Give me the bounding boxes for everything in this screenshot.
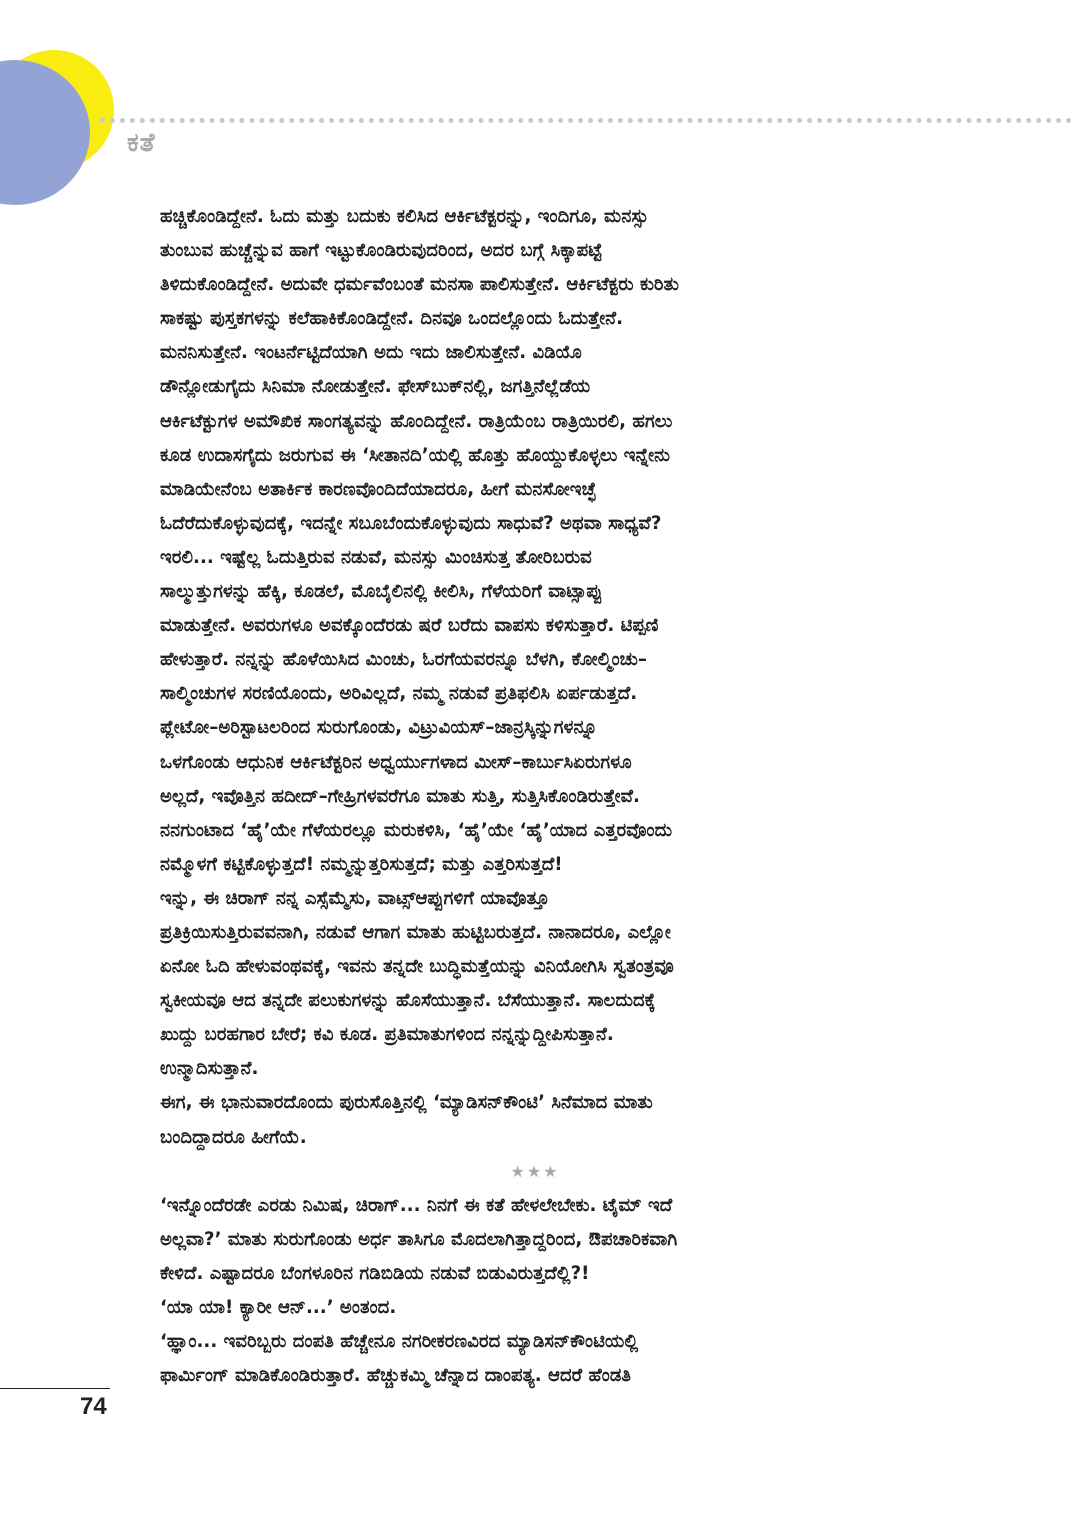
text-line: ಸಾಕಷ್ಟು ಪುಸ್ತಕಗಳನ್ನು ಕಲೆಹಾಕಿಕೊಂಡಿದ್ದೇನೆ. ದಿನವೂ ಒಂದಲ್ಲೊಂದು ಓದುತ್ತೇನೆ. xyxy=(160,308,624,330)
text-line: ಮಾಡಿಯೇನೆಂಬ ಅತಾರ್ಕಿಕ ಕಾರಣವೊಂದಿದೆಯಾದರೂ, ಹೀಗೆ ಮನಸೋಇಚ್ಛೆ xyxy=(160,478,597,500)
text-line: ಮನನಿಸುತ್ತೇನೆ. ಇಂಟರ್ನೆಟ್ಟಿದೆಯಾಗಿ ಅದು ಇದು ಜಾಲಿಸುತ್ತೇನೆ. ವಿಡಿಯೊ xyxy=(160,342,582,364)
text-line: ಹೇಳುತ್ತಾರೆ. ನನ್ನನ್ನು ಹೊಳೆಯಿಸಿದ ಮಿಂಚು, ಓರಗೆಯವರನ್ನೂ ಬೆಳಗಿ, ಕೋಲ್ಮಿಂಚು– xyxy=(160,649,647,671)
text-line: ‘ಯಾ ಯಾ! ಕ್ಯಾರೀ ಆನ್...’ ಅಂತಂದ. xyxy=(160,1297,397,1318)
text-line: ‘ಇನ್ನೊಂದೆರಡೇ ಎರಡು ನಿಮಿಷ, ಚಿರಾಗ್... ನಿನಗೆ ಈ ಕತೆ ಹೇಳಲೇಬೇಕು. ಟೈಮ್ ಇದೆ xyxy=(160,1194,673,1216)
text-line: ಉನ್ಮಾದಿಸುತ್ತಾನೆ. xyxy=(160,1058,259,1080)
text-line: ಓದೆರೆದುಕೊಳ್ಳುವುದಕ್ಕೆ, ಇದನ್ನೇ ಸಬೂಬೆಂದುಕೊಳ್ಳುವುದು ಸಾಧುವೆ? ಅಥವಾ ಸಾಧ್ಯವೆ? xyxy=(160,512,662,534)
text-line: ಸ್ವಕೀಯವೂ ಆದ ತನ್ನದೇ ಪಲುಕುಗಳನ್ನು ಹೊಸೆಯುತ್ತಾನೆ. ಬೆಸೆಯುತ್ತಾನೆ. ಸಾಲದುದಕ್ಕೆ xyxy=(160,990,656,1012)
text-line: ಇನ್ನು, ಈ ಚಿರಾಗ್ ನನ್ನ ಎಸ್ಸೆಮ್ಮೆಸು, ವಾಟ್ಸ್ಆಪ್ಪುಗಳಿಗೆ ಯಾವೊತ್ತೂ xyxy=(160,887,550,909)
text-line: ಪ್ರತಿಕ್ರಿಯಿಸುತ್ತಿರುವವನಾಗಿ, ನಡುವೆ ಆಗಾಗ ಮಾತು ಹುಟ್ಟಿಬರುತ್ತದೆ. ನಾನಾದರೂ, ಎಲ್ಲೋ xyxy=(160,921,671,943)
text-line: ಒಳಗೊಂಡು ಆಧುನಿಕ ಆರ್ಕಿಟೆಕ್ಟರಿನ ಅಧ್ವರ್ಯುಗಳಾದ ಮೀಸ್–ಕಾರ್ಬುಸಿಏರುಗಳೂ xyxy=(160,751,632,773)
text-line: ಖುದ್ದು ಬರಹಗಾರ ಬೇರೆ; ಕವಿ ಕೂಡ. ಪ್ರತಿಮಾತುಗಳಿಂದ ನನ್ನನ್ನುದ್ದೀಪಿಸುತ್ತಾನೆ. xyxy=(160,1024,614,1046)
section-label: ಕತೆ xyxy=(127,128,156,158)
text-line: ಮಾಡುತ್ತೇನೆ. ಅವರುಗಳೂ ಅವಕ್ಕೊಂದೆರಡು ಷರೆ ಬರೆದು ವಾಪಸು ಕಳಿಸುತ್ತಾರೆ. ಟಿಪ್ಪಣಿ xyxy=(160,615,659,637)
section-separator-stars: ★★★ xyxy=(510,1161,560,1181)
text-line: ಪ್ಲೇಟೋ–ಅರಿಸ್ಟಾಟಲರಿಂದ ಸುರುಗೊಂಡು, ವಿಟ್ರುವಿಯಸ್–ಜಾನ್ರಸ್ಕಿನ್ನುಗಳನ್ನೂ xyxy=(160,717,598,739)
text-line: ಕೇಳಿದೆ. ಎಷ್ಟಾದರೂ ಬೆಂಗಳೂರಿನ ಗಡಿಬಿಡಿಯ ನಡುವೆ ಬಿಡುವಿರುತ್ತದೆಲ್ಲಿ?! xyxy=(160,1262,590,1284)
header-dotted-rule xyxy=(100,118,1072,123)
text-line: ಬಂದಿದ್ದಾದರೂ ಹೀಗೆಯೆ. xyxy=(160,1126,307,1148)
text-line: ಇರಲಿ... ಇಷ್ಟೆಲ್ಲ ಓದುತ್ತಿರುವ ನಡುವೆ, ಮನಸ್ಸು ಮಿಂಚಿಸುತ್ತ ತೋರಿಬರುವ xyxy=(160,546,592,568)
text-line: ಏನೋ ಓದಿ ಹೇಳುವಂಥವಕ್ಕೆ, ಇವನು ತನ್ನದೇ ಬುದ್ಧಿಮತ್ತೆಯನ್ನು ವಿನಿಯೋಗಿಸಿ ಸ್ವತಂತ್ರವೂ xyxy=(160,956,674,978)
footer-rule xyxy=(0,1388,110,1389)
text-line: ಫಾರ್ಮಿಂಗ್ ಮಾಡಿಕೊಂಡಿರುತ್ತಾರೆ. ಹೆಚ್ಚುಕಮ್ಮಿ ಚೆನ್ನಾದ ದಾಂಪತ್ಯ. ಆದರೆ ಹೆಂಡತಿ xyxy=(160,1365,632,1387)
text-line: ಕೂಡ ಉದಾಸಗೈದು ಜರುಗುವ ಈ ‘ಸೀತಾನದಿ’ಯಲ್ಲಿ ಹೊತ್ತು ಹೊಯ್ದುಕೊಳ್ಳಲು ಇನ್ನೇನು xyxy=(160,444,671,466)
text-line: ನಮ್ಮೊಳಗೆ ಕಟ್ಟಿಕೊಳ್ಳುತ್ತದೆ! ನಮ್ಮನ್ನುತ್ತರಿಸುತ್ತದೆ; ಮತ್ತು ಎತ್ತರಿಸುತ್ತದೆ! xyxy=(160,853,563,875)
text-line: ಅಲ್ಲದೆ, ಇವೊತ್ತಿನ ಹದೀದ್–ಗೇಹ್ರಿಗಳವರೆಗೂ ಮಾತು ಸುತ್ತಿ, ಸುತ್ತಿಸಿಕೊಂಡಿರುತ್ತೇವೆ. xyxy=(160,785,640,807)
text-line: ನನಗುಂಟಾದ ‘ಹೈ’ಯೇ ಗೆಳೆಯರಲ್ಲೂ ಮರುಕಳಿಸಿ, ‘ಹೈ’ಯೇ ‘ಹೈ’ಯಾದ ಎತ್ತರವೊಂದು xyxy=(160,819,673,841)
text-line: ಡೌನ್ಲೋಡುಗೈದು ಸಿನಿಮಾ ನೋಡುತ್ತೇನೆ. ಫೇಸ್‌ಬುಕ್‌ನಲ್ಲಿ, ಜಗತ್ತಿನೆಲ್ಲೆಡೆಯ xyxy=(160,376,591,398)
story-body xyxy=(160,200,910,1393)
text-line: ಸಾಲ್ಮಿಂಚುಗಳ ಸರಣಿಯೊಂದು, ಅರಿವಿಲ್ಲದೆ, ನಮ್ಮ ನಡುವೆ ಪ್ರತಿಫಲಿಸಿ ಏರ್ಪಡುತ್ತದೆ. xyxy=(160,683,638,705)
text-line: ಅಲ್ಲವಾ?’ ಮಾತು ಸುರುಗೊಂಡು ಅರ್ಧ ತಾಸಿಗೂ ಮೊದಲಾಗಿತ್ತಾದ್ದರಿಂದ, ಔಪಚಾರಿಕವಾಗಿ xyxy=(160,1228,678,1250)
page-number: 74 xyxy=(80,1393,107,1420)
text-line: ‘ಹ್ಞಾಂ... ಇವರಿಬ್ಬರು ದಂಪತಿ ಹೆಚ್ಚೇನೂ ನಗರೀಕರಣವಿರದ ಮ್ಯಾಡಿಸನ್‌ಕೌಂಟಿಯಲ್ಲಿ xyxy=(160,1331,639,1353)
text-line: ಈಗ, ಈ ಭಾನುವಾರದೊಂದು ಪುರುಸೊತ್ತಿನಲ್ಲಿ ‘ಮ್ಯಾಡಿಸನ್‌ಕೌಂಟಿ’ ಸಿನೆಮಾದ ಮಾತು xyxy=(160,1092,653,1114)
text-line: ತುಂಬುವ ಹುಚ್ಚೆನ್ನುವ ಹಾಗೆ ಇಟ್ಟುಕೊಂಡಿರುವುದರಿಂದ, ಅದರ ಬಗ್ಗೆ ಸಿಕ್ಕಾಪಟ್ಟೆ xyxy=(160,240,603,262)
text-line: ಸಾಲ್ಮುತ್ತುಗಳನ್ನು ಹೆಕ್ಕಿ, ಕೂಡಲೆ, ಮೊಬೈಲಿನಲ್ಲಿ ಕೀಲಿಸಿ, ಗೆಳೆಯರಿಗೆ ವಾಟ್ಸಾಪ್ಪು xyxy=(160,581,603,603)
text-line: ತಿಳಿದುಕೊಂಡಿದ್ದೇನೆ. ಅದುವೇ ಧರ್ಮವೆಂಬಂತೆ ಮನಸಾ ಪಾಲಿಸುತ್ತೇನೆ. ಆರ್ಕಿಟೆಕ್ಟರು ಕುರಿತು xyxy=(160,274,680,296)
text-line: ಆರ್ಕಿಟೆಕ್ಟುಗಳ ಅಮೌಖಿಕ ಸಾಂಗತ್ಯವನ್ನು ಹೊಂದಿದ್ದೇನೆ. ರಾತ್ರಿಯೆಂಬ ರಾತ್ರಿಯಿರಲಿ, ಹಗಲು xyxy=(160,410,673,432)
text-line: ಹಚ್ಚಿಕೊಂಡಿದ್ದೇನೆ. ಓದು ಮತ್ತು ಬದುಕು ಕಲಿಸಿದ ಆರ್ಕಿಟೆಕ್ಟರನ್ನು, ಇಂದಿಗೂ, ಮನಸ್ಸು xyxy=(160,206,649,227)
